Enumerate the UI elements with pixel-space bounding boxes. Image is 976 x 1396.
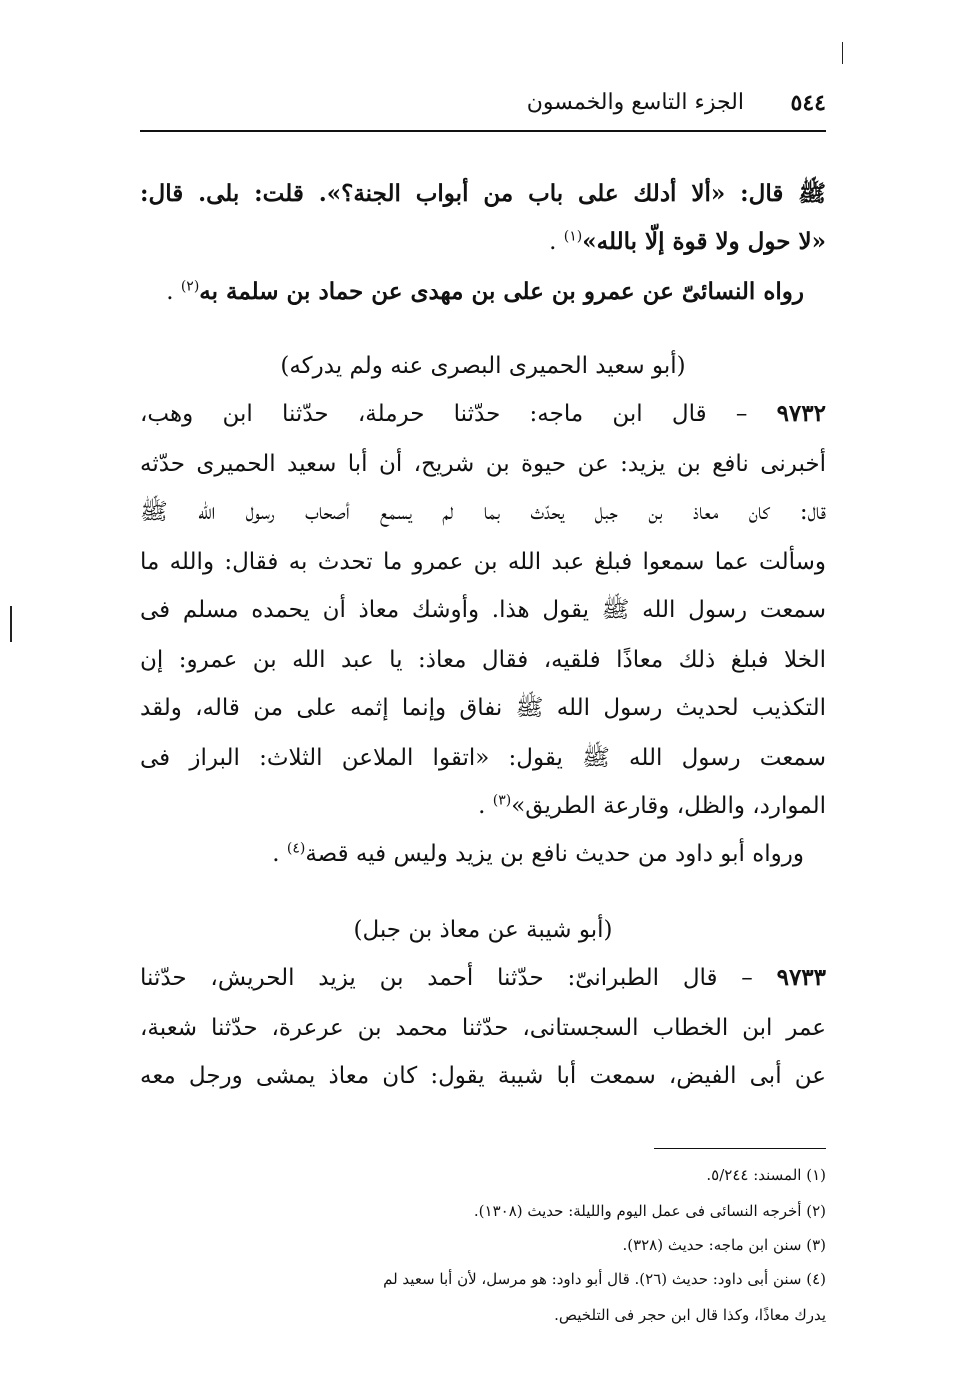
text-line: قال: كان معاذ بن جبل يحدّث بما لم يسمع أصحاب رسول الله ﷺ [140, 499, 826, 525]
footnote: يدرك معاذًا، وكذا قال ابن حجر فى التلخيص. [554, 1306, 826, 1324]
running-header [140, 86, 826, 126]
text-line: الخلا فبلغ ذلك معاذًا فلقيه، فقال معاذ: يا عبد الله بن عمرو: إن [140, 647, 826, 673]
footnote: (١) المسند: ٥/٢٤٤. [706, 1166, 826, 1184]
footnote-ref: (٤) [286, 840, 306, 857]
text-line: وسألت عما سمعوا فبلغ عبد الله بن عمرو ما تحدث به فقال: والله ما [140, 549, 826, 575]
page-number: ٥٤٤ [790, 90, 826, 116]
text-line: عمر ابن الخطاب السجستانى، حدّثنا محمد بن عرعرة، حدّثنا شعبة، [140, 1015, 826, 1041]
hadith-number: ٩٧٣٢ [776, 400, 826, 427]
text-line: سمعت رسول الله ﷺ يقول: «اتقوا الملاعن الثلاث: البراز فى [140, 745, 826, 771]
footnote-ref: (١) [563, 228, 583, 245]
header-rule [140, 130, 826, 132]
text-line: أخبرنى نافع بن يزيد: عن حيوة بن شريح، أن أبا سعيد الحميرى حدّثه [140, 451, 826, 477]
footnote-rule [654, 1148, 826, 1149]
section-heading: (أبو شيبة عن معاذ بن جبل) [353, 917, 613, 943]
footnote-ref: (٣) [492, 792, 512, 809]
text-line: عن أبى الفيض، سمعت أبا شيبة يقول: كان معاذ يمشى ورجل معه [140, 1063, 826, 1089]
footnote-ref: (٢) [180, 278, 200, 295]
text-line: ﷺ قال: «ألا أدلك على باب من أبواب الجنة؟». قلت: بلى. قال: [140, 180, 826, 207]
text-line: «لا حول ولا قوة إلّا بالله»$^{(١)}$ . [549, 228, 826, 255]
text-line: ٩٧٣٣ – قال الطبرانىّ: حدّثنا أحمد بن يزيد الحريش، حدّثنا [140, 964, 827, 991]
scan-edge-mark-left [10, 606, 12, 642]
footnote: (٢) أخرجه النسائى فى عمل اليوم والليلة: حديث (١٣٠٨). [473, 1202, 826, 1220]
running-title: الجزء التاسع والخمسون [526, 90, 744, 115]
text-line: الموارد، والظل، وقارعة الطريق»$^{(٣)}$ . [478, 792, 826, 819]
scan-edge-mark-top [842, 42, 843, 64]
section-heading: (أبو سعيد الحميرى البصرى عنه ولم يدركه) [280, 353, 686, 379]
text-line: ورواه أبو داود من حديث نافع بن يزيد وليس فيه قصة$^{(٤)}$ . [272, 840, 804, 867]
footnote: (٣) سنن ابن ماجه: حديث (٣٢٨). [622, 1236, 826, 1254]
hadith-number: ٩٧٣٣ [776, 964, 827, 991]
text-line: سمعت رسول الله ﷺ يقول هذا. وأوشك معاذ أن يحمده مسلم فى [140, 597, 826, 623]
text-line: ٩٧٣٢ – قال ابن ماجه: حدّثنا حرملة، حدّثنا ابن وهب، [140, 400, 826, 427]
text-line: رواه النسائىّ عن عمرو بن على بن مهدى عن حماد بن سلمة به$^{(٢)}$ . [166, 278, 804, 305]
text-line: التكذيب لحديث رسول الله ﷺ نفاق وإنما إثمه على من قاله، ولقد [140, 695, 826, 721]
footnote: (٤) سنن أبى داود: حديث (٢٦). قال أبو داود: هو مرسل، لأن أبا سعيد لم [383, 1270, 826, 1288]
